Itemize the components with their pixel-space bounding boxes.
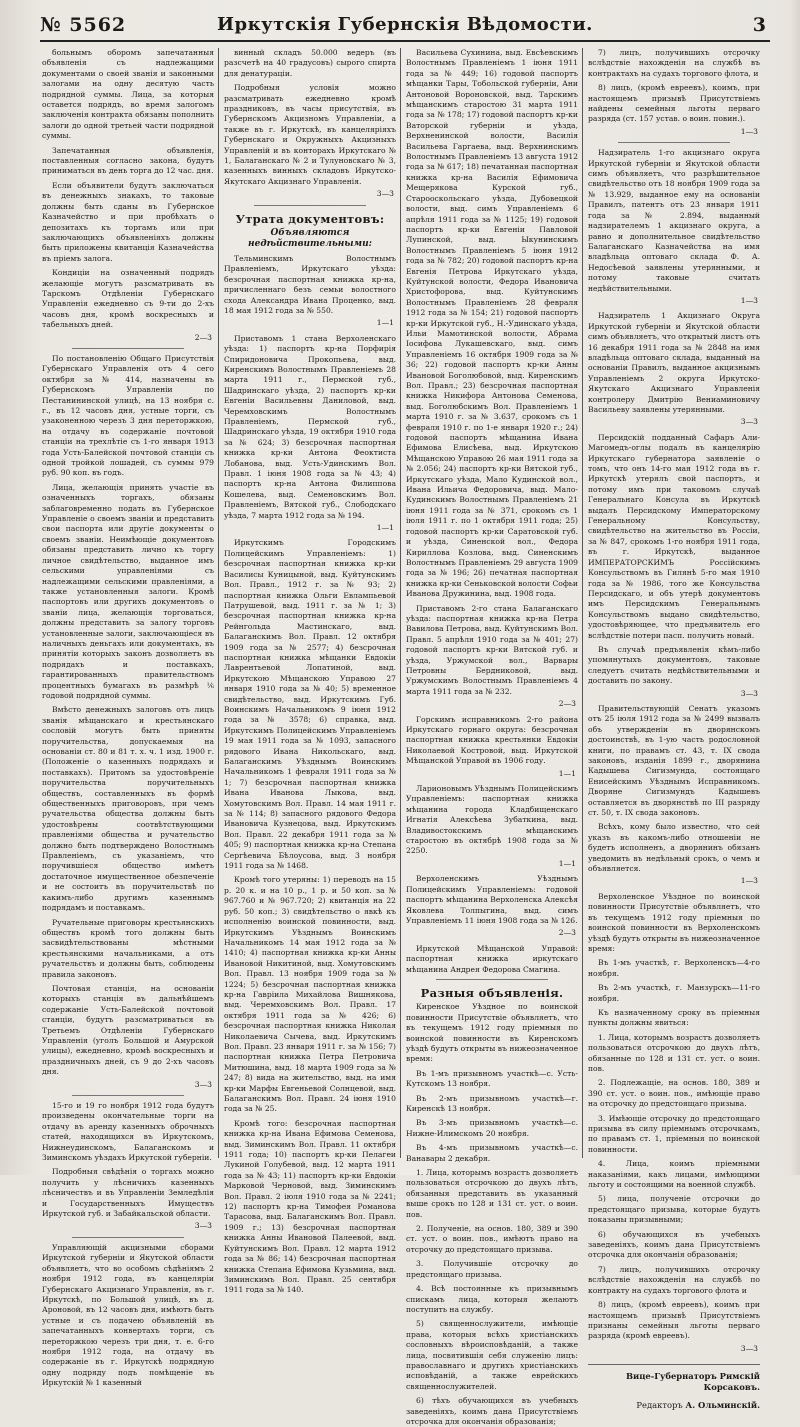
page-header bbox=[40, 12, 770, 42]
paragraph: Правительствующій Сенатъ указомъ отъ 25 іюля 1912 года за № 2499 вызвалъ объ утвержденіи въ дворянскомъ достоинствѣ, въ 1-ую часть родословной книги, по правамъ ст. 43, т. IX свода законовъ, изданія 1899 г., дворянина Кадышева Сигизмунда, состоящаго Енисейскимъ Уѣзднымъ Исправникомъ. Дворяне Сигизмундъ Кадышевъ оставляется въ дворянствѣ по III разряду ст. 50, т. IX свода законовъ. bbox=[588, 703, 760, 818]
paragraph: Въ 3-мъ призывномъ участкѣ—с. Нижне-Илимскомъ 20 ноября. bbox=[406, 1118, 578, 1138]
insertion-count: 1—3 bbox=[740, 295, 758, 305]
insertion-count: 3—3 bbox=[194, 1079, 212, 1089]
insertion-count: 3—3 bbox=[376, 189, 394, 199]
paragraph: Верхоленскимъ Уѣзднымъ Полицейскимъ Управленіемъ: годовой паспортъ мѣщанина Верхоленска Алексѣя Яковлева Толпыгина, выд. симъ Управленіемъ 11 іюня 1908 года за № 126. bbox=[406, 874, 578, 925]
paragraph: 7) лицъ, получившихъ отсрочку вслѣдствіе нахожденія на службѣ по контракту на судахъ торгового флота и bbox=[588, 1264, 760, 1295]
paragraph: Приставомъ 2-го стана Балаганскаго уѣзда: паспортная книжка кр-на Петра Вавилова Петрова, выд. Куйтунскимъ Вол. Правл. 5 апрѣля 1910 года за № 401; 27) годовой паспортъ кр-ки Вятской губ. и уѣзда, Уржумской вол., Варвары Петровны Бердниковой, выд. Уржумскимъ Волостнымъ Правленіемъ 4 марта 1911 года за № 232. bbox=[406, 603, 578, 696]
paragraph: Подробныя свѣдѣнія о торгахъ можно получить у лѣсничихъ казенныхъ лѣсничествъ и въ Управленіи Земледѣлія и Государственныхъ Имуществъ Иркутской губ. и Забайкальской области. bbox=[42, 1167, 214, 1219]
column-1 bbox=[42, 48, 214, 1388]
paragraph: 8) лицъ, (кромѣ евреевъ), коимъ при настоящемъ призывѣ Присутствіемъ признаны семейныя льготы перваго разряда (кромѣ евреевъ). bbox=[588, 1300, 760, 1341]
insertion-count: 3—3 bbox=[194, 1221, 212, 1231]
paragraph: 15-го и 19 го ноября 1912 года будутъ произведены окончательные торги на отдачу въ аренду казенныхъ оброчныхъ статей, находящихся въ Иркутскомъ, Нижнеудинскомъ, Балаганскомъ и Зиминскомъ уѣздахъ Иркутской губерніи. bbox=[42, 1101, 214, 1163]
insertion-count: 1—1 bbox=[376, 523, 394, 533]
paragraph: Васильева Сухинина, выд. Евсѣевскимъ Волостнымъ Правленіемъ 1 іюня 1911 года за № 449; 16) годовой паспортъ мѣщанки Тары, Тобольской губерніи, Ани Антоновой Вороновской, выд. Тарскимъ мѣщанскимъ старостою 31 марта 1911 года за № 178; 17) годовой паспортъ кр-ки Ваторской губерніи и уѣзда, Верхненинской волости, Василія Васильева Гаргаева, выд. Верхнинскимъ Волостнымъ Правленіемъ 13 августа 1912 года за № 617; 18) печатанная паспортная книжка кр-на Василія Ефимовича Мещерякова Курской губ., Старооскольскаго уѣзда, Дубовецкой волости, выд. симъ Управленіемъ 6 апрѣля 1911 года за № 1125; 19) годовой паспортъ кр-ки Евгеніи Павловой Лупинской, выд. Ыкунинскимъ Волостнымъ Правленіемъ 5 іюня 1912 года за № 782; 20) годовой паспортъ кр-на Евгенія Петрова Иркутскаго уѣзда, Куйтунской волости, Федора Ивановича Христофорова, выд. Куйтунскимъ Волостнымъ Правленіемъ 28 февраля 1912 года за № 154; 21) годовой паспортъ кр-ки Иркутской губ., Н.-Удинскаго уѣзда, Ильи Мамотинской волости, Абрама Іосифова Лукашевскаго, выд. симъ Управленіемъ 16 октября 1909 года за № 36; 22) годовой паспортъ кр-ки Анны Ивановой Боголюбовой, выд. Киренскимъ Вол. Правл.; 23) безсрочная паспортная книжка Никифора Антонова Семенова, выд. Боголюбскимъ Вол. Правленіемъ 1 марта 1910 г. за № 3.637, срокомъ съ 1 февраля 1910 г. по 1-е января 1920 г.; 24) годовой паспортъ мѣщанина Ивана Ефимова Елисѣева, выд. Иркутскою Мѣщанскою Управою 26 мая 1911 года за № 2.056; 24) паспортъ кр-ки Вятской губ., Иркутскаго уѣзда, Мало Кудинской вол., Ивана Ильича Федоровича, выд. Мало-Кудинскимъ Волостнымъ Правленіемъ 21 іюня 1911 года за № 371, срокомъ съ 1 іюля 1911 г. по 1 октября 1911 года; 25) годовой паспортъ кр-ки Саратовской губ. и уѣзда, Синенской вол., Федора Кириллова Козлова, выд. Синенскимъ Волостнымъ Правленіемъ 29 августа 1909 года за № 196; 26) печатная паспортная книжка кр-ки Сеньковской волости Софьи Иванова Дружинина, выд. 1908 года. bbox=[406, 48, 578, 599]
paragraph: 4. Лица, коимъ пріемными наказаніями, какъ лицами, имѣющими льготу и состоящими на военной службѣ. bbox=[588, 1159, 760, 1190]
column-divider bbox=[218, 48, 219, 1158]
paragraph: 3. Имѣющіе отсрочку до предстоящаго призыва въ силу пріемнымъ отсрочкамъ, по правамъ ст. 1, пріемныя по воинской повинности. bbox=[588, 1113, 760, 1154]
separator bbox=[72, 1237, 184, 1238]
paragraph: Горскимъ исправникомъ 2-го района Иркутскаго горнаго округа: безсрочная паспортная книжка крестьянки Евдокіи Николаевой Костровой, выд. Иркутской Мѣщанской Управой въ 1906 году. bbox=[406, 714, 578, 766]
editor-label: Редакторъ bbox=[636, 1399, 683, 1410]
paragraph: Кондиціи на означенный подрядъ желающіе могутъ разсматривать въ Тарскомъ Отдѣленіи Губернскаго Управленія ежедневно съ 9-ти до 2-хъ часовъ дня, кромѣ воскресныхъ и табельныхъ дней. bbox=[42, 268, 214, 330]
column-3 bbox=[406, 48, 578, 1426]
paragraph: Иркутской Мѣщанской Управой: паспортная книжка иркутскаго мѣщанина Андрея Федорова Смагина. bbox=[406, 943, 578, 974]
paragraph: Тельминскимъ Волостнымъ Правленіемъ, Иркутскаго уѣзда: безсрочная паспортная книжка кр-на, причисленнаго безъ семьи волостного схода Александра Ивана Проценко, выд. 18 мая 1912 года за № 550. bbox=[224, 253, 396, 315]
paragraph: Подробныя условія можно разсматривать ежедневно кромѣ праздниковъ, въ часы присутствія, въ Губернскомъ Акцизномъ Управленіи, а также въ г. Иркутскѣ, въ канцеляріяхъ Губернскаго и Окружныхъ Акцизныхъ Управленій и въ конторахъ Иркутскаго № 1, Балаганскаго № 2 и Тулуновскаго № 3, казенныхъ винныхъ складовъ Иркутско-Якутскаго Акцизнаго Управленія. bbox=[224, 83, 396, 186]
paragraph: Въ 2-мъ призывномъ участкѣ—г. Киренскѣ 13 ноября. bbox=[406, 1093, 578, 1113]
insertion-count: 1—1 bbox=[376, 318, 394, 328]
column-4 bbox=[588, 48, 760, 1410]
separator bbox=[254, 205, 366, 206]
editor-signature bbox=[588, 1400, 760, 1410]
paragraph: Въ случаѣ предъявленія кѣмъ-либо упомянутыхъ документовъ, таковые следуетъ считать недѣйствительными и доставить по закону. bbox=[588, 644, 760, 686]
insertion-count: 1—3 bbox=[740, 126, 758, 136]
paragraph: Въ 4-мъ призывномъ участкѣ—с. Ванавары 2 декабря. bbox=[406, 1143, 578, 1163]
separator bbox=[72, 1095, 184, 1096]
paragraph: Надзиратель 1-го акцизнаго округа Иркутской губерніи и Якутской области симъ объявляетъ, что разрѣшительное свидѣтельство отъ 18 ноября 1909 года за № 13.929, выданное ему на основаніи Правилъ, патентъ отъ 23 января 1911 года за № 2.894, выданный надзирателемъ 1 акцизнаго округа, а равно и дополнительное свидѣтельство Балаганскаго Казначейства на имя владѣльца оптоваго склада Ф. А. Недосѣевой заявлены утерянными, и потому таковые считать недѣйствительными. bbox=[588, 148, 760, 293]
paragraph: Къ назначенному сроку въ пріемныя пункты должны явиться: bbox=[588, 1007, 760, 1028]
insertion-count: 2—3 bbox=[558, 699, 576, 709]
paragraph: 1. Лица, которымъ возрастъ дозволяетъ пользоваться отсрочкою до двухъ лѣтъ, обязанныя представить въ указанный выше срокъ по 128 и 131 ст. уст. о воин. пов. bbox=[406, 1168, 578, 1219]
paragraph: Приставомъ 1 стана Верхоленскаго уѣзда: 1) паспортъ кр-на Порфирія Спиридоновича Прокопьева, выд. Киренскимъ Волостнымъ Правленіемъ 28 марта 1911 г., Пермской губ., Шадринскаго уѣзда, 2) паспортъ кр-ки Евгеніи Васильевны Даниловой, выд. Черемховскимъ Волостнымъ Правленіемъ, Пермской губ., Шадринскаго уѣзда, 19 октября 1910 года за № 624; 3) безсрочная паспортная книжка кр-ки Антона Феоктиста Лобанова, выд. Усть-Удинскимъ Вол. Правл. 1 іюня 1908 года за № 43; 4) паспортъ кр-на Антона Филиппова Кошелева, выд. Семеновскимъ Вол. Правленіемъ, Вятской губ., Слободскаго уѣзда, 7 марта 1912 года за № 194. bbox=[224, 333, 396, 520]
separator bbox=[618, 142, 730, 143]
paragraph: Кромѣ того утеряны: 1) переводъ на 15 р. 20 к. и на 10 р., 1 р. и 50 коп. за № 967.760 и № 967.720; 2) квитанція на 22 руб. 50 коп.; 3) свидѣтельство о явкѣ къ исполненію воинской повинности, выд. Иркутскимъ Уѣзднымъ Воинскимъ Начальникомъ 14 мая 1912 года за № 1410; 4) паспортная книжка кр-ки Анны Ивановой Никитиной, выд. Хомутовскимъ Вол. Правл. 13 ноября 1909 года за № 1224; 5) безсрочная паспортная книжка кр-на Гавріила Михайлова Вишнякова, выд. Черемховскимъ Вол. Правл. 17 октября 1911 года за № 426; 6) безсрочная паспортная книжка Николая Николаевича Сычева, выд. Иркутскимъ Вол. Правл. 23 января 1911 г. за № 156; 7) паспортная книжка Петра Петровича Митюшина, выд. 18 марта 1909 года за № 247; 8) вида на жительство, выд. на имя кр-ки Марфы Евгеньевой Солнцевой, выд. Балаганскимъ Вол. Правл. 24 іюня 1910 года за № 25. bbox=[224, 875, 396, 1114]
paragraph: Управляющій акцизными сборами Иркутской губерніи и Якутской области объявляетъ, что во особомъ сѣдѣніямъ 2 ноября 1912 года, въ канцеляріи Губернскаго Акцизнаго Управленія, въ г. Иркутскѣ, по Большой улицѣ, въ д. Ароновой, въ 12 часовъ дня, имѣютъ быть устные и съ подачею объявленій въ запечатанныхъ конвертахъ торги, съ переторжкою черезъ три дня, т. е. 6-го ноября 1912 года, на отдачу въ содержаніе въ г. Иркутскѣ подрядную одну подряду подъ помѣщеніе въ Иркутскій № 1 казенный bbox=[42, 1242, 214, 1388]
paragraph: 4. Всѣ постоянные къ призывнымъ спискамъ лица, которыя желаютъ поступить на службу. bbox=[406, 1284, 578, 1314]
paragraph: 6) обучающихся въ учебныхъ заведеніяхъ, коимъ дана Присутствіемъ отсрочка для окончанія образованія; bbox=[588, 1229, 760, 1260]
paragraph: Почтовая станція, на основаніи которыхъ станція въ дальнѣйшемъ содержаніе Усть-Балейской почтовой станціи, будутъ разсматриваться въ Третьемъ Отдѣленіи Губернскаго Управленія (уголъ Большой и Амурской улицы), ежедневно, кромѣ воскресныхъ и праздничныхъ дней, съ 9 до 2-хъ часовъ дня. bbox=[42, 983, 214, 1077]
paragraph: 8) лицъ, (кромѣ евреевъ), коимъ, при настоящемъ призывѣ Присутствіемъ найдены семейныя льготы перваго разряда (ст. 157 устав. о воин. повин.). bbox=[588, 83, 760, 124]
insertion-count: 1—1 bbox=[558, 768, 576, 778]
insertion-count: 1—1 bbox=[558, 858, 576, 868]
paragraph: Надзиратель 1 Акцизнаго Округа Иркутской губерніи и Якутской области симъ объявляетъ, что открытый листъ отъ 16 декабря 1911 года за № 2848 на имя владѣльца оптоваго склада, выданный на основаніи Правилъ, выданное акцизнымъ Управленіемъ 2 округа Иркутско-Якутскаго Акцизнаго Управленія контролеру Дмитрію Вениаминовичу Васильеву заявлены утерянными. bbox=[588, 311, 760, 414]
page-number: 3 bbox=[752, 14, 766, 36]
paragraph: Вмѣсто денежныхъ залоговъ отъ лицъ званія мѣщанскаго и крестьянскаго сословій могутъ быть приняты поручительства, допускаемыя на основаніи ст. 80 и 81 т. х. ч. 1 изд. 1900 г. (Положеніе о казенныхъ подрядахъ и поставкахъ). Притомъ за удостовѣреніе поручительства поручительныхъ обществъ, составленныхъ въ формѣ общественныхъ приговоровъ, при чемъ ручательства общества должны быть удостовѣрены соотвѣтствующими правленіями общества и ручательство должно быть подтверждено Волостнымъ Правленіемъ, съ указаніемъ, что поручившіеся общество имѣетъ достаточное имущественное обезпеченіе и не состоитъ въ поручительствѣ по какимъ-либо другимъ казеннымъ подрядамъ и поставкамъ. bbox=[42, 705, 214, 913]
section-heading-lost-documents: Утрата документовъ: bbox=[235, 211, 385, 226]
paragraph: Запечатанныя объявленія, поставленныя согласно закона, будутъ приниматься въ день торга до 12 час. дня. bbox=[42, 145, 214, 176]
paragraph: винный складъ 50.000 ведеръ (въ разсчетѣ на 40 градусовъ) сырого спирта для денатураціи. bbox=[224, 48, 396, 78]
section-subheading: Объявляются недѣйствительными: bbox=[248, 228, 372, 249]
paragraph: Иркутскимъ Городскимъ Полицейскимъ Управленіемъ: 1) безсрочная паспортная книжка кр-ки Василисы Куницыной, выд. Куйтунскимъ Вол. Правл., 1912 г. за № 93; 2) паспортная книжка Ольги Евлампьевой Патрушевой, выд. 1911 г. за № 1; 3) безсрочная паспортная книжка кр-на Рейнгольда Мастинскаго, выд. Балаганскимъ Вол. Правл. 12 октября 1909 года за № 2577; 4) безсрочная паспортная книжка мѣщанки Евдокіи Лаврентьевой Лопатиной, выд. Иркутскою Мѣщанскою Управою 27 января 1910 года за № 40; 5) временное свидѣтельство, выд. Иркутскимъ Губ. Воинскимъ Начальникомъ 9 іюня 1912 года за № 3578; 6) справка, выд. Иркутскимъ Полицейскимъ Управленіемъ 19 мая 1911 года за № 1093, запасного рядового Ивана Никольскаго, выд. Балаганскимъ Уѣзднымъ Воинскимъ Начальникомъ 1 февраля 1911 года за № 1; 7) безсрочная паспортная книжка Ивана Иванова Лыкова, выд. Хомутовскимъ Вол. Правл. 14 мая 1911 г. за № 114; 8) запасного рядового Федора Ивановича Кузнецова, выд. Иркутскимъ Вол. Правл. 22 декабря 1911 года за № 405; 9) паспортная книжка кр-на Степана Сергѣевича Бѣлоусова, выд. 3 ноября 1911 года за № 1468. bbox=[224, 538, 396, 871]
paragraph: 1. Лица, которымъ возрастъ дозволяетъ пользоваться отсрочкою до двухъ лѣтъ, обязанные по 128 и 131 ст. уст. о воин. пов. bbox=[588, 1032, 760, 1073]
insertion-count: 3—3 bbox=[740, 417, 758, 427]
issue-number: № 5562 bbox=[40, 14, 127, 36]
paragraph: Въ 2-мъ участкѣ, г. Манзурскъ—11-го ноября. bbox=[588, 983, 760, 1003]
column-2 bbox=[224, 48, 396, 1295]
separator bbox=[72, 348, 184, 349]
paragraph: Всѣхъ, кому было известно, что сей указъ въ какомъ-либо отношеніи не будетъ исполненъ, а дворянинъ обязанъ уведомить въ недѣльный срокъ, о чемъ и объявляется. bbox=[588, 822, 760, 874]
insertion-count: 1—3 bbox=[740, 876, 758, 886]
paragraph: Киренское Уѣздное по воинской повинности Присутствіе объявляетъ, что въ текущемъ 1912 году пріемныя по воинской повинности въ Киренскомъ уѣздѣ будутъ открыты въ нижеозначенное время: bbox=[406, 1002, 578, 1064]
vice-governor-signature: Вице-Губернаторъ Римскій Корсаковъ. bbox=[588, 1364, 760, 1392]
paragraph: Верхоленское Уѣздное по воинской повинности Присутствіе объявляетъ, что въ текущемъ 1912 году пріемныя по воинской повинности въ Верхоленскомъ уѣздѣ будутъ открыты въ нижеозначенное время: bbox=[588, 891, 760, 953]
column-divider bbox=[582, 48, 583, 1158]
paragraph: Ларионовымъ Уѣзднымъ Полицейскимъ Управленіемъ: паспортная книжка мѣщанина города Кладбищенскаго Игнатія Алексѣева Зубаткина, выд. Владивостокскимъ мѣщанскимъ старостою въ октябрѣ 1908 года за № 2250. bbox=[406, 784, 578, 856]
paragraph: Ручательные приговоры крестьянскихъ обществъ кромѣ того должны быть засвидѣтельствованы мѣстными крестьянскими начальниками, а отъ ручательствъ и должны быть, соблюдены правила законовъ. bbox=[42, 917, 214, 979]
paragraph: Въ 1-мъ призывномъ участкѣ—с. Усть-Кутскомъ 13 ноября. bbox=[406, 1068, 578, 1089]
paragraph: 5) лица, полученіе отсрочки до предстоящаго призыва, которые будутъ показаны призывными; bbox=[588, 1194, 760, 1225]
paragraph: Въ 1-мъ участкѣ, г. Верхоленскъ—4-го ноября. bbox=[588, 958, 760, 978]
separator bbox=[436, 979, 548, 980]
paragraph: Персидскій подданный Сафаръ Али-Магомедъ-оглы подалъ въ канцелярію Иркутскаго губернатора заявленіе о томъ, что онъ 14-го мая 1912 года въ г. Иркутскѣ утерялъ свой паспортъ, и потому имъ при таковомъ случаѣ Генеральнаго Консула въ Иркутскѣ выдалъ Персидскому Императорскому Генеральному Консульству, свидѣтельство на жительство въ Россіи, за № 847, срокомъ 1-го ноября 1911 года, въ г. Иркутскѣ, выданное ИМПЕРАТОРСКИМЪ Россійскимъ Консульствомъ въ Гилянѣ 5-го мая 1910 года за № 1986, того же Консульства Персидскаго, и объ утерѣ документовъ имъ Персидскимъ Генеральнымъ Консульствомъ выдано свидѣтельство, удостовѣряющее, что предъявитель его вслѣдствіе потери пасп. получить новый. bbox=[588, 432, 760, 640]
section-heading-misc-announcements: Разныя объявленія. bbox=[420, 985, 564, 1000]
paragraph: 7) лицъ, получившихъ отсрочку вслѣдствіе нахожденія на службѣ въ контрактахъ на судахъ торгового флота, и bbox=[588, 48, 760, 78]
newspaper-title: Иркутскія Губернскія Вѣдомости. bbox=[217, 14, 593, 35]
editor-name: А. Ольминскій. bbox=[685, 1399, 760, 1410]
insertion-count: 2—3 bbox=[558, 928, 576, 938]
paragraph: Лица, желающія принять участіе въ означенныхъ торгахъ, обязаны заблаговременно подать въ Губернское Управленіе о своемъ званіи и представить свои паспорта или другіе документы о своемъ званіи. Неимѣющіе документовъ обязаны представить лично къ торгу личное свидѣтельство, выданное имъ сельскими управленіями съ надлежащими сельскими правленіями, а также установленныя залоги. Кромѣ паспортовъ или другихъ документовъ о званіи лица, желающія торговаться, должны представить за залогу торговъ установленные залоги, заключающіеся въ наличныхъ деньгахъ или документахъ, въ принятіи которыхъ законъ дозволяетъ въ подрядахъ и поставкахъ, гарантированныхъ правительствомъ процентныхъ бумагахъ въ размѣрѣ ⅙ годовой подрядной суммы. bbox=[42, 482, 214, 700]
paragraph: 2. Подлежащіе, на основ. 180, 389 и 390 ст. уст. о воин. пов., имѣющіе право на отсрочку до предстоящаго призыва. bbox=[588, 1078, 760, 1109]
paragraph: 5) священнослужители, имѣющіе права, которыя всѣхъ христіанскихъ сословныхъ вѣроисповѣданій, а также лица, посвятившія себя служенію лицъ: православнаго и другихъ христіанскихъ исповѣданій, а также еврейскихъ священнослужителей. bbox=[406, 1319, 578, 1391]
paragraph: 6) тѣхъ обучающихся въ учебныхъ заведеніяхъ, коимъ дана Присутствіемъ отсрочка для окончанія образованія; bbox=[406, 1396, 578, 1426]
paragraph: По постановленію Общаго Присутствія Губернскаго Управленія отъ 4 сего октября за № 414, назначены въ Губернскомъ Управленіи по Пестанининской улицѣ, на 13 ноября с. г., въ 12 часовъ дня, устные торги, съ узаконенною черезъ 3 дня переторжкою, на отдачу въ содержаніе почтовой станціи на трехлѣтіе съ 1-го января 1913 года Усть-Балейской почтовой станціи съ одной тройкой лошадей, съ суммы 979 руб. 90 коп. въ годъ. bbox=[42, 353, 214, 478]
paragraph: Если объявители будутъ заключаться въ денежныхъ знакахъ, то таковые должны быть сданы въ Губернское Казначейство и при пробѣхать о депозитахъ къ торгамъ или при заключающихъ объявленіяхъ должны быть приложены квитанція Казначейства въ пріемъ залога. bbox=[42, 180, 214, 263]
paragraph: 3. Получившіе отсрочку до предстоящаго призыва. bbox=[406, 1259, 578, 1279]
column-divider bbox=[400, 48, 401, 1158]
paragraph: больнымъ оборомъ запечатанныя объявленія съ надлежащими документами о своей званія и законными залогами на одну десятую часть подрядной суммы. Лица, за которыя оставется подрядъ, во время залогомъ заключенія контракта обязаны пополнить залоги до одной третьей части подрядной суммы. bbox=[42, 48, 214, 141]
paragraph: Кромѣ того: безсрочная паспортная книжка кр-на Ивана Ефимова Семенова, выд. Зиминскимъ Вол. Правл. 11 октября 1911 года; 10) паспортъ кр-ки Пелагеи Лукиной Голубевой, выд. 12 марта 1911 года за № 43; 11) паспортъ кр-ки Евдокіи Марковой Черновой, выд. Зиминскимъ Вол. Правл. 2 іюля 1910 года за № 2241; 12) паспортъ кр-на Тимофея Романова Тарасова, выд. Балаганскимъ Вол. Правл. 1909 г.; 13) безсрочная паспортная книжка Анны Ивановой Палеевой, выд. Куйтунскимъ Вол. Правл. 12 марта 1912 года за № 86; 14) безсрочная паспортная книжка Степана Ефимова Кузьмина, выд. Зиминскимъ Вол. Правл. 25 сентября 1911 года за № 140. bbox=[224, 1118, 396, 1295]
paragraph: 2. Полученіе, на основ. 180, 389 и 390 ст. уст. о воин. пов., имѣютъ право на отсрочку до предстоящаго призыва. bbox=[406, 1224, 578, 1254]
insertion-count: 3—3 bbox=[740, 1343, 758, 1353]
insertion-count: 3—3 bbox=[740, 688, 758, 698]
insertion-count: 2—3 bbox=[194, 332, 212, 342]
